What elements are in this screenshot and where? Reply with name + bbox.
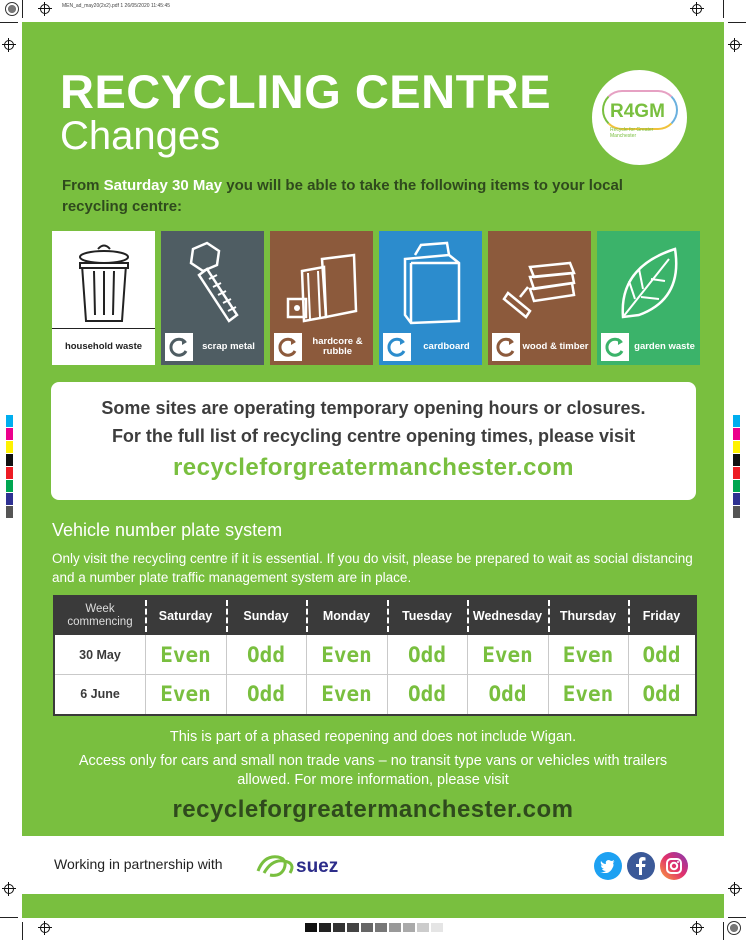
crosshair-icon — [690, 2, 704, 16]
instagram-icon[interactable] — [660, 852, 688, 880]
trim-mark — [723, 922, 724, 940]
table-cell: Even — [562, 682, 614, 706]
table-header — [55, 597, 695, 635]
page-subtitle: Changes — [60, 114, 221, 158]
vehicle-title: Vehicle number plate system — [52, 520, 283, 540]
table-cell: Odd — [247, 682, 285, 706]
page-title: RECYCLING CENTRE — [60, 65, 552, 118]
website-link[interactable]: recycleforgreatermanchester.com — [172, 454, 575, 481]
planks-icon — [500, 237, 580, 327]
tile-label: household waste — [52, 328, 155, 365]
twitter-icon[interactable] — [594, 852, 622, 880]
recycle-arrow-icon — [383, 333, 411, 361]
tile-label: scrap metal — [161, 328, 264, 365]
table-cell: Even — [160, 682, 211, 706]
crosshair-icon — [690, 921, 704, 935]
table-cell: Even — [321, 682, 372, 706]
partner-strip — [22, 836, 724, 894]
table-cell: Even — [321, 643, 372, 667]
bin-icon — [64, 237, 144, 327]
suez-logo — [254, 847, 354, 881]
tile-garden-waste — [597, 231, 700, 365]
registration-circle — [5, 2, 19, 16]
tile-label: wood & timber — [488, 328, 591, 365]
crosshair-icon — [38, 2, 52, 16]
intro-date: Saturday 30 May — [103, 177, 223, 194]
tile-hardcore-rubble — [270, 231, 373, 365]
table-header-day: Sunday — [243, 609, 289, 623]
table-cell: Even — [562, 643, 614, 667]
table-header-day: Tuesday — [402, 609, 452, 623]
recycle-arrow-icon — [492, 333, 520, 361]
table-header-day: Monday — [322, 609, 371, 623]
notice-line-1: Some sites are operating temporary opening hours or closures. — [101, 398, 646, 418]
tile-label: garden waste — [597, 328, 700, 365]
tile-label: cardboard — [379, 328, 482, 365]
table-header-day: Wednesday — [472, 609, 543, 623]
box-icon — [391, 237, 471, 327]
table-cell: Odd — [488, 682, 527, 706]
tile-scrap-metal — [161, 231, 264, 365]
recycle-arrow-icon — [274, 333, 302, 361]
bolt-icon — [173, 237, 253, 327]
table-header-day: Saturday — [158, 609, 213, 623]
table-row — [55, 675, 695, 713]
table-cell: Odd — [642, 643, 681, 667]
trim-mark — [723, 0, 724, 18]
intro-text: From Saturday 30 May you will be able to take the following items to your local recycling centre: — [62, 177, 623, 215]
rubble-icon — [282, 237, 362, 327]
table-cell: Even — [482, 643, 533, 667]
table-cell: Odd — [408, 643, 446, 667]
item-tiles — [52, 231, 700, 365]
trim-mark — [22, 922, 23, 940]
tile-label: hardcore & rubble — [270, 328, 373, 365]
table-header-day: Friday — [642, 609, 681, 623]
facebook-icon[interactable] — [627, 852, 655, 880]
partner-text: Working in partnership with — [54, 856, 223, 872]
footer-line-2: Access only for cars and small non trade vans – no transit type vans or vehicles with trailers allowed. For more information, please visit — [78, 753, 668, 788]
trim-mark — [0, 22, 18, 23]
crosshair-icon — [728, 882, 742, 896]
suez-wordmark: suez — [296, 856, 339, 877]
recycle-arrow-icon — [601, 333, 629, 361]
print-header: MEN_ad_may20(2x2).pdf 1 26/05/2020 11:45:45 — [62, 3, 171, 9]
registration-circle — [727, 921, 741, 935]
logo-text: R4GM — [610, 101, 665, 122]
recycle-arrow-icon — [165, 333, 193, 361]
tile-cardboard — [379, 231, 482, 365]
footer-website-link[interactable]: recycleforgreatermanchester.com — [172, 796, 574, 823]
table-row — [55, 636, 695, 674]
table-header-day: Thursday — [559, 609, 617, 623]
crosshair-icon — [38, 921, 52, 935]
table-cell: Odd — [408, 682, 446, 706]
crosshair-icon — [2, 882, 16, 896]
notice-line-2: For the full list of recycling centre opening times, please visit — [111, 426, 636, 446]
number-plate-table — [53, 595, 697, 716]
trim-mark — [0, 917, 18, 918]
trim-mark — [728, 917, 746, 918]
poster — [22, 22, 724, 918]
crosshair-icon — [2, 38, 16, 52]
table-cell: Odd — [247, 643, 285, 667]
footer-line-1: This is part of a phased reopening and does not include Wigan. — [169, 729, 577, 745]
trim-mark — [728, 22, 746, 23]
r4gm-logo — [592, 70, 687, 165]
notice-box — [51, 382, 696, 500]
logo-subtitle: Recycle for Greater Manchester — [610, 127, 654, 139]
table-cell: Even — [160, 643, 211, 667]
table-cell-week: 6 June — [80, 687, 120, 701]
table-cell: Odd — [642, 682, 681, 706]
table-header-week: Week commencing — [67, 603, 133, 628]
crosshair-icon — [728, 38, 742, 52]
vehicle-text: Only visit the recycling centre if it is essential. If you do visit, please be prepared to wait as social distancing and a number plate traffic management system are in place. — [52, 551, 693, 585]
tile-household-waste — [52, 231, 155, 365]
leaf-icon — [609, 237, 689, 327]
table-cell-week: 30 May — [79, 648, 121, 662]
trim-mark — [22, 0, 23, 18]
tile-wood-timber — [488, 231, 591, 365]
